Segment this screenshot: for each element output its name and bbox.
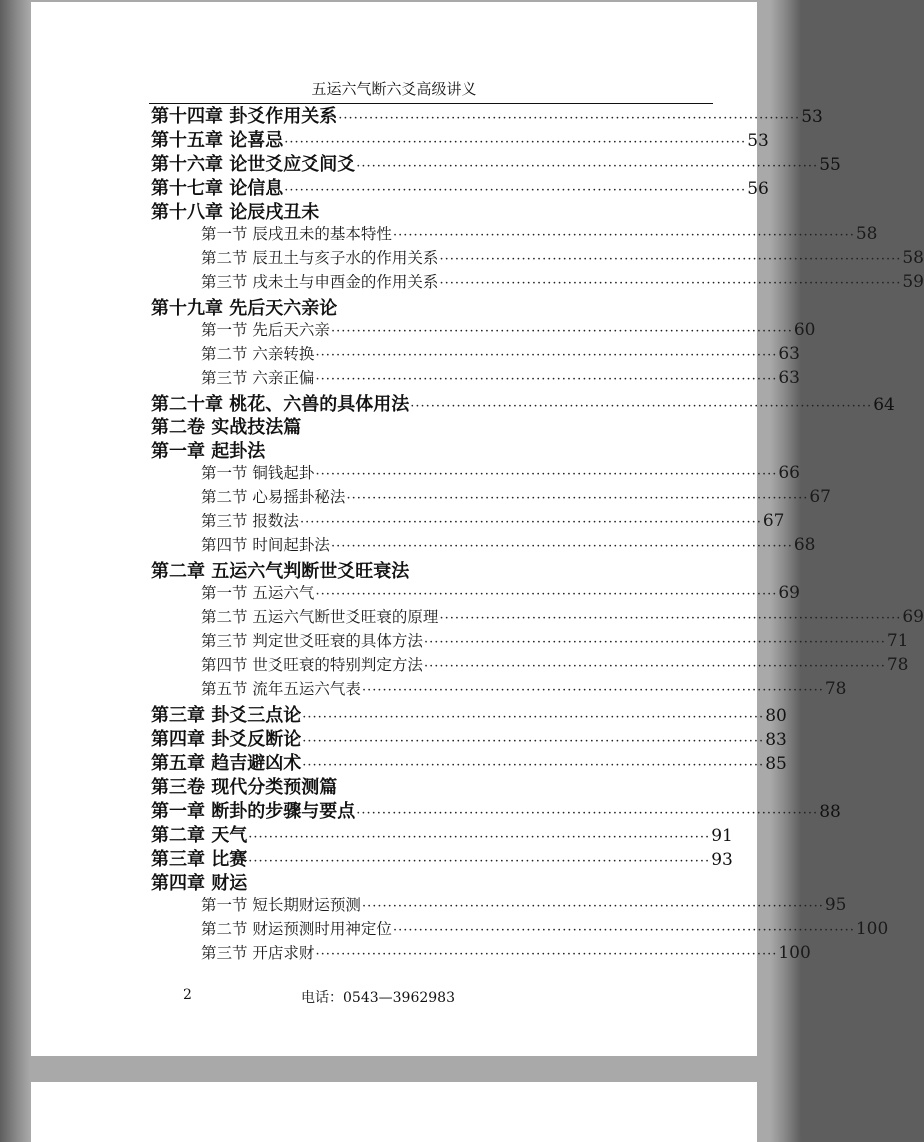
toc-entry-title: 第五章 趋吉避凶术 xyxy=(151,753,302,774)
toc-dot-leader: ·························································································· xyxy=(439,252,902,267)
toc-entry-title: 第一章 断卦的步骤与要点 xyxy=(151,801,356,822)
toc-entry-title: 第一节 铜钱起卦 xyxy=(201,464,315,482)
toc-chapter-row xyxy=(151,198,633,222)
toc-page-number: 63 xyxy=(778,368,800,388)
toc-section-row xyxy=(201,509,785,533)
toc-entry-title: 第十四章 卦爻作用关系 xyxy=(151,106,338,127)
toc-page-number: 67 xyxy=(809,487,831,507)
toc-section-row xyxy=(201,677,847,701)
toc-entry-title: 第二节 六亲转换 xyxy=(201,345,315,363)
toc-chapter-row xyxy=(151,701,787,726)
toc-dot-leader: ·························································································· xyxy=(284,183,747,198)
toc-dot-leader: ·························································································· xyxy=(423,659,886,674)
toc-dot-leader: ·························································································· xyxy=(338,111,801,126)
toc-entry-title: 第四章 卦爻反断论 xyxy=(151,729,302,750)
toc-dot-leader: ·························································································· xyxy=(392,228,855,243)
table-of-contents xyxy=(31,2,924,1056)
toc-dot-leader: ·························································································· xyxy=(315,372,778,387)
toc-dot-leader: ·························································································· xyxy=(356,159,819,174)
toc-section-row xyxy=(201,461,800,485)
toc-dot-leader: ·························································································· xyxy=(361,683,824,698)
toc-chapter-row xyxy=(151,126,769,151)
toc-entry-title: 第三章 卦爻三点论 xyxy=(151,705,302,726)
toc-chapter-row xyxy=(151,797,841,822)
toc-page-number: 88 xyxy=(819,802,841,822)
toc-entry-title: 第二节 财运预测时用神定位 xyxy=(201,920,392,938)
toc-entry-title: 第二节 心易摇卦秘法 xyxy=(201,488,346,506)
toc-entry-title: 第一节 先后天六亲 xyxy=(201,321,330,339)
toc-page-number: 53 xyxy=(747,131,769,151)
toc-chapter-row xyxy=(151,821,733,846)
toc-page-number: 83 xyxy=(765,730,787,750)
toc-entry-title: 第三节 六亲正偏 xyxy=(201,369,315,387)
toc-entry-title: 第四章 财运 xyxy=(151,873,248,894)
toc-entry-title: 第三卷 现代分类预测篇 xyxy=(151,777,338,798)
footer-phone: 电话：0543—3962983 xyxy=(301,990,455,1006)
toc-entry-title: 第二节 五运六气断世爻旺衰的原理 xyxy=(201,608,439,626)
toc-dot-leader: ·························································································· xyxy=(302,758,765,773)
toc-page-number: 58 xyxy=(855,224,878,244)
toc-page-number: 59 xyxy=(902,272,924,292)
toc-dot-leader: ·························································································· xyxy=(315,587,778,602)
toc-entry-title: 第四节 时间起卦法 xyxy=(201,536,330,554)
toc-dot-leader: ·························································································· xyxy=(315,348,778,363)
toc-entry-title: 第二卷 实战技法篇 xyxy=(151,417,302,438)
toc-section-row xyxy=(201,533,816,557)
toc-page-number: 85 xyxy=(765,754,787,774)
toc-chapter-row xyxy=(151,557,633,581)
toc-page-number: 63 xyxy=(778,344,800,364)
toc-section-row xyxy=(201,270,924,294)
document-page xyxy=(31,2,924,1056)
toc-page-number: 68 xyxy=(793,535,816,555)
toc-entry-title: 第十五章 论喜忌 xyxy=(151,130,284,151)
toc-section-row xyxy=(201,653,909,677)
toc-section-row xyxy=(201,605,924,629)
toc-chapter-row xyxy=(151,150,841,175)
toc-section-row xyxy=(201,366,800,390)
toc-dot-leader: ·························································································· xyxy=(361,899,824,914)
toc-page-number: 71 xyxy=(886,631,909,651)
toc-page-number: 100 xyxy=(778,943,811,963)
toc-page-number: 58 xyxy=(902,248,924,268)
toc-dot-leader: ·························································································· xyxy=(284,135,747,150)
toc-dot-leader: ·························································································· xyxy=(356,806,819,821)
toc-dot-leader: ·························································································· xyxy=(248,830,711,845)
toc-section-row xyxy=(201,941,811,965)
toc-entry-title: 第一节 五运六气 xyxy=(201,584,315,602)
toc-section-row xyxy=(201,342,800,366)
toc-page-number: 95 xyxy=(824,895,847,915)
toc-page-number: 80 xyxy=(765,706,787,726)
toc-entry-title: 第五节 流年五运六气表 xyxy=(201,680,361,698)
next-page-edge xyxy=(31,1082,757,1142)
toc-page-number: 64 xyxy=(873,395,895,415)
toc-section-row xyxy=(201,246,924,270)
toc-dot-leader: ·························································································· xyxy=(423,635,886,650)
toc-dot-leader: ·························································································· xyxy=(315,467,778,482)
toc-dot-leader: ·························································································· xyxy=(299,515,762,530)
toc-dot-leader: ·························································································· xyxy=(302,734,765,749)
toc-chapter-row xyxy=(151,773,633,797)
toc-section-row xyxy=(201,485,831,509)
toc-page-number: 55 xyxy=(819,155,841,175)
running-header: 五运六气断六爻高级讲义 xyxy=(311,80,477,98)
toc-chapter-row xyxy=(151,294,633,318)
toc-entry-title: 第一节 短长期财运预测 xyxy=(201,896,361,914)
toc-section-row xyxy=(201,318,816,342)
toc-dot-leader: ·························································································· xyxy=(330,324,793,339)
toc-chapter-row xyxy=(151,845,733,870)
toc-section-row xyxy=(201,581,800,605)
toc-entry-title: 第三章 比赛 xyxy=(151,849,248,870)
toc-page-number: 69 xyxy=(778,583,800,603)
toc-page-number: 56 xyxy=(747,179,769,199)
toc-chapter-row xyxy=(151,749,787,774)
toc-section-row xyxy=(201,893,847,917)
toc-page-number: 78 xyxy=(886,655,909,675)
toc-entry-title: 第三节 开店求财 xyxy=(201,944,315,962)
toc-dot-leader: ·························································································· xyxy=(330,539,793,554)
toc-page-number: 78 xyxy=(824,679,847,699)
toc-entry-title: 第二节 辰丑土与亥子水的作用关系 xyxy=(201,249,439,267)
toc-section-row xyxy=(201,222,878,246)
toc-page-number: 60 xyxy=(793,320,816,340)
toc-page-number: 100 xyxy=(855,919,889,939)
toc-chapter-row xyxy=(151,869,633,893)
toc-chapter-row xyxy=(151,725,787,750)
toc-dot-leader: ·························································································· xyxy=(302,710,765,725)
toc-chapter-row xyxy=(151,437,633,461)
toc-dot-leader: ·························································································· xyxy=(439,276,902,291)
page-number: 2 xyxy=(183,987,192,1003)
toc-page-number: 69 xyxy=(902,607,924,627)
toc-entry-title: 第十七章 论信息 xyxy=(151,178,284,199)
toc-entry-title: 第二章 五运六气判断世爻旺衰法 xyxy=(151,561,410,582)
toc-entry-title: 第一章 起卦法 xyxy=(151,441,266,462)
toc-dot-leader: ·························································································· xyxy=(315,947,778,962)
toc-page-number: 66 xyxy=(778,463,800,483)
toc-page-number: 53 xyxy=(801,107,823,127)
toc-dot-leader: ·························································································· xyxy=(439,611,902,626)
toc-dot-leader: ·························································································· xyxy=(392,923,855,938)
toc-section-row xyxy=(201,917,889,941)
toc-chapter-row xyxy=(151,174,769,199)
toc-entry-title: 第四节 世爻旺衰的特别判定方法 xyxy=(201,656,423,674)
toc-entry-title: 第十六章 论世爻应爻间爻 xyxy=(151,154,356,175)
toc-page-number: 67 xyxy=(762,511,785,531)
toc-entry-title: 第二十章 桃花、六兽的具体用法 xyxy=(151,394,410,415)
toc-entry-title: 第三节 戌未土与申酉金的作用关系 xyxy=(201,273,439,291)
toc-page-number: 93 xyxy=(711,850,733,870)
toc-entry-title: 第十八章 论辰戌丑未 xyxy=(151,202,320,223)
toc-dot-leader: ·························································································· xyxy=(248,854,711,869)
toc-dot-leader: ·························································································· xyxy=(410,399,873,414)
toc-chapter-row xyxy=(151,390,895,415)
toc-entry-title: 第十九章 先后天六亲论 xyxy=(151,298,338,319)
toc-chapter-row xyxy=(151,102,823,127)
toc-entry-title: 第三节 报数法 xyxy=(201,512,299,530)
toc-entry-title: 第一节 辰戌丑未的基本特性 xyxy=(201,225,392,243)
toc-page-number: 91 xyxy=(711,826,733,846)
toc-entry-title: 第二章 天气 xyxy=(151,825,248,846)
toc-dot-leader: ·························································································· xyxy=(346,491,809,506)
toc-section-row xyxy=(201,629,909,653)
toc-entry-title: 第三节 判定世爻旺衰的具体方法 xyxy=(201,632,423,650)
toc-chapter-row xyxy=(151,413,633,437)
